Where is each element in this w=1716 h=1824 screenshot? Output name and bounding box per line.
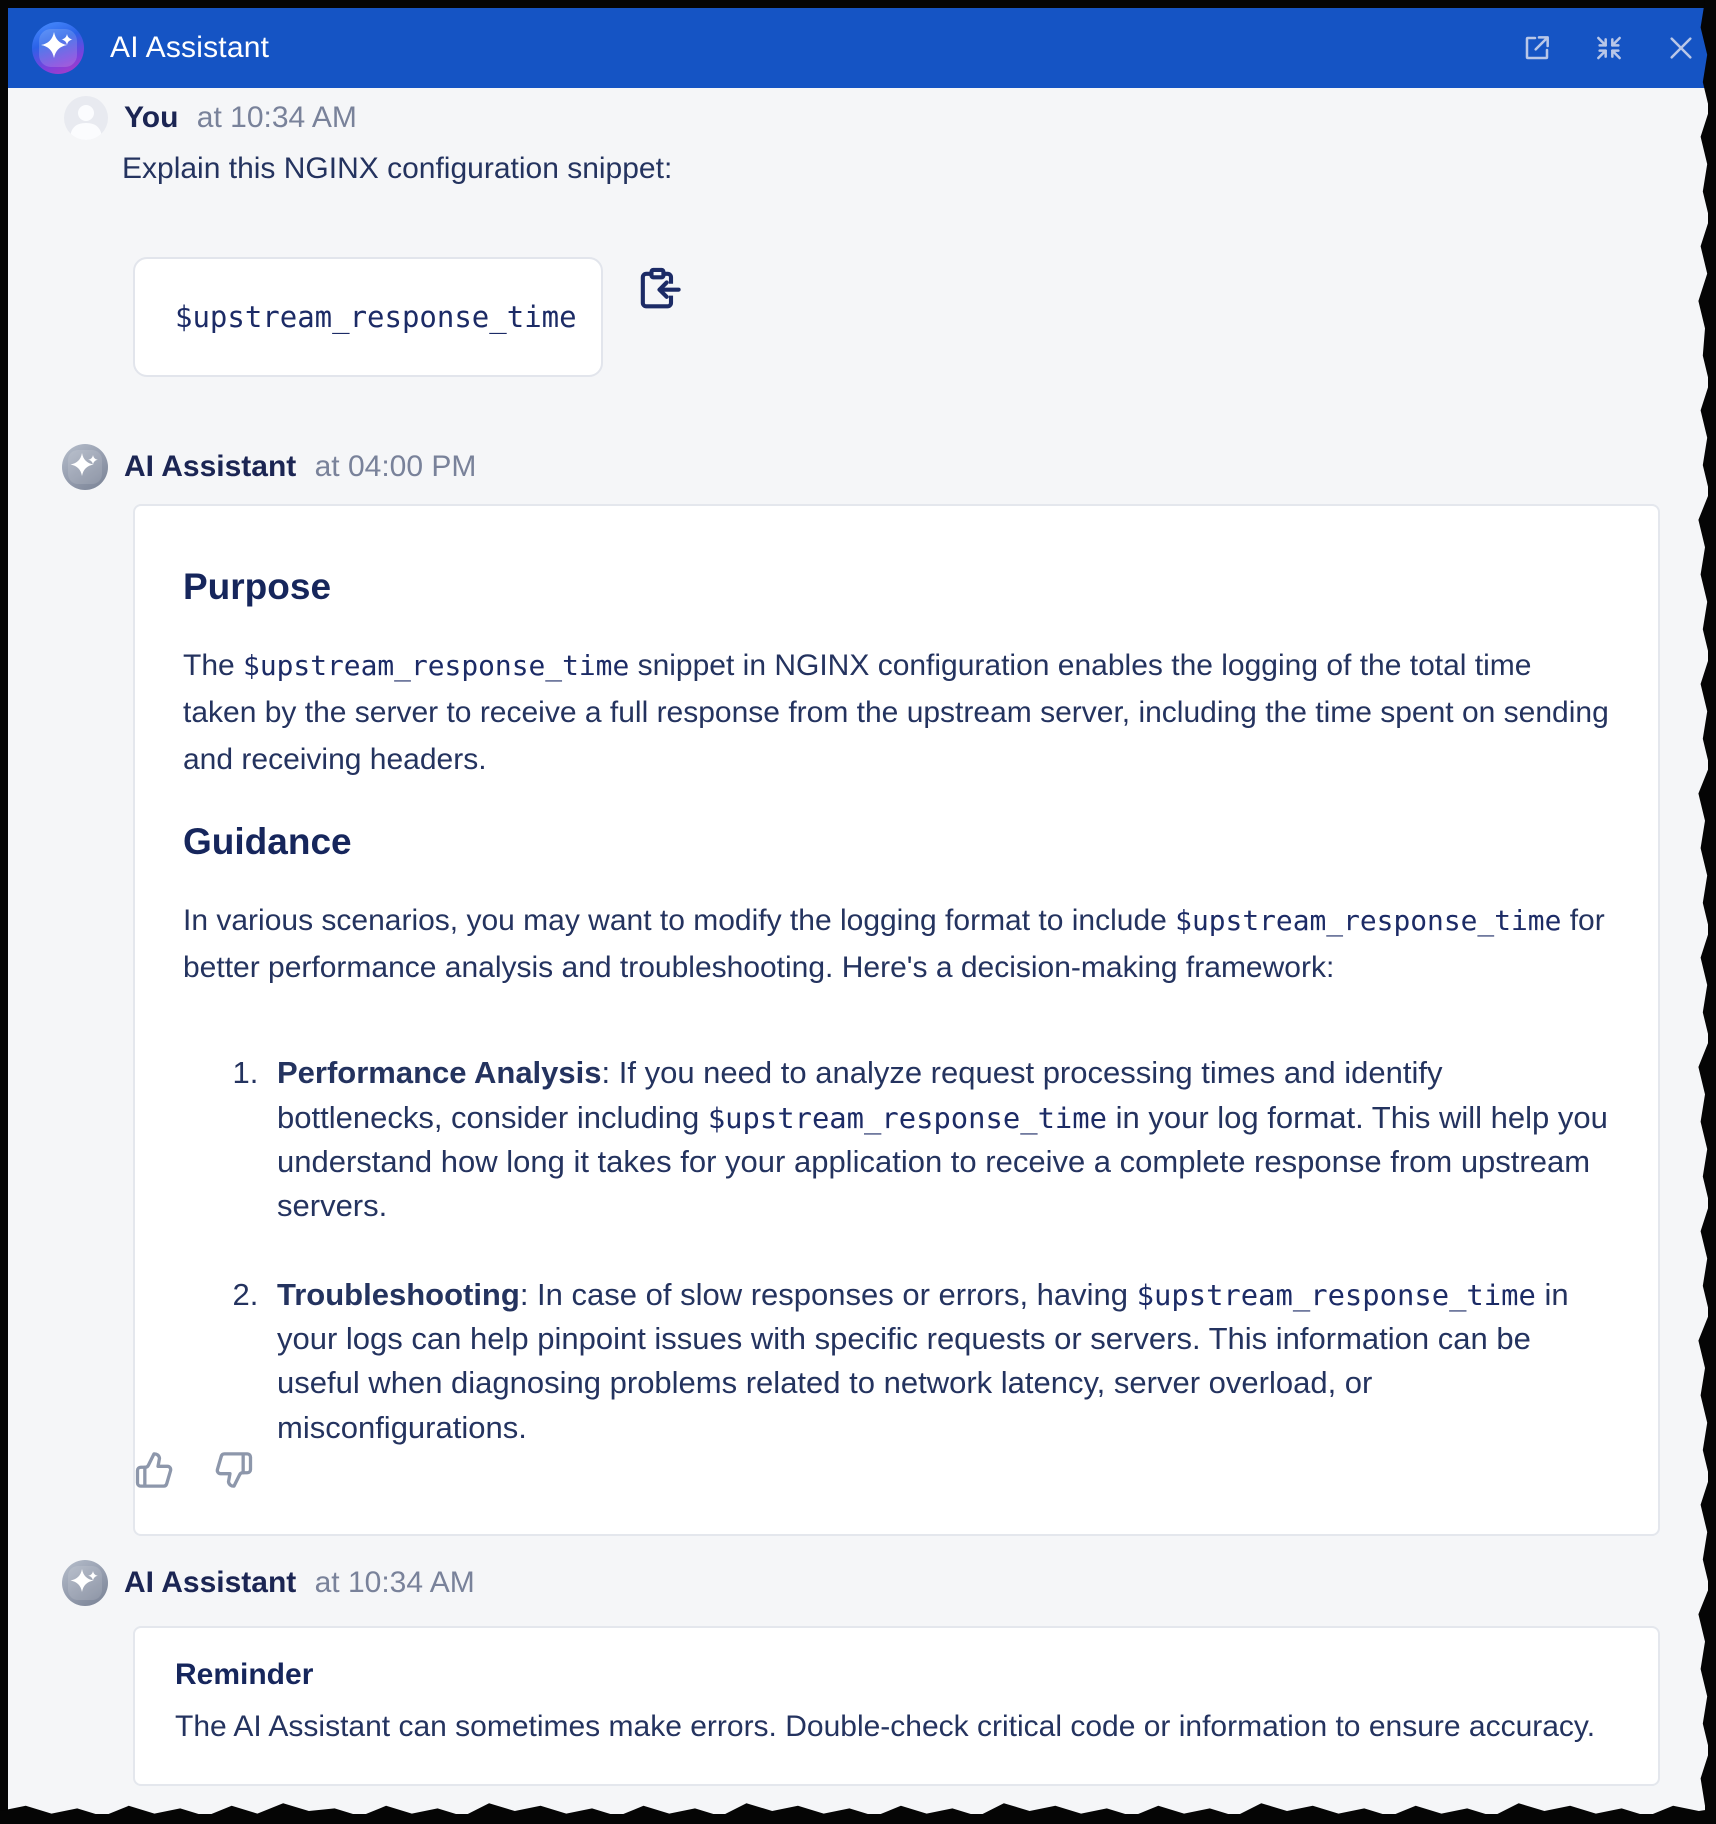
ai-assistant-avatar <box>62 444 108 490</box>
torn-edge-bottom <box>0 1798 1716 1824</box>
open-in-new-icon[interactable] <box>1518 29 1556 67</box>
guidance-paragraph: In various scenarios, you may want to modify the logging format to include $upstream_response_time for better performance analysis and troubleshooting. Here's a decision-making framework: <box>183 904 1605 985</box>
feedback-buttons <box>128 1444 260 1496</box>
torn-edge-right <box>1694 0 1716 1824</box>
list-item-troubleshooting: 2. Troubleshooting: In case of slow responses or errors, having $upstream_response_time in your logs can help pinpoint issues with specific requests or servers. This information can be useful when diagnosing problems related to network latency, server overload, or misconfigurations. <box>267 1273 1610 1450</box>
assistant-name: AI Assistant <box>124 450 297 483</box>
purpose-heading: Purpose <box>183 566 332 607</box>
header-actions <box>1518 8 1708 88</box>
user-question-text: Explain this NGINX configuration snippet: <box>122 152 673 185</box>
purpose-paragraph: The $upstream_response_time snippet in NGINX configuration enables the logging of the total time taken by the server to receive a full response from the upstream server, including the time spent on sending and receiving headers. <box>183 649 1609 777</box>
assistant-message-meta <box>124 450 476 484</box>
paste-clipboard-icon[interactable] <box>630 262 686 318</box>
thumbs-up-icon[interactable] <box>128 1444 180 1496</box>
ai-assistant-avatar <box>62 1560 108 1606</box>
guidance-heading: Guidance <box>183 821 352 863</box>
panel-header <box>8 8 1708 88</box>
assistant-message2-header <box>62 1560 475 1606</box>
assistant-timestamp: at 10:34 AM <box>314 1566 475 1599</box>
code-snippet-text: $upstream_response_time <box>175 300 577 334</box>
assistant-message2-meta <box>124 1566 475 1600</box>
assistant-message-header <box>62 444 476 490</box>
list-item-performance-analysis: 1. Performance Analysis: If you need to analyze request processing times and identify bottlenecks, consider including $upstream_response_time in your log format. This will help you understand how long it takes for your application to receive a complete response from upstream servers. <box>267 1051 1610 1228</box>
guidance-list <box>267 1051 1610 1450</box>
panel-title: AI Assistant <box>110 31 270 64</box>
user-timestamp: at 10:34 AM <box>196 101 357 134</box>
reminder-heading: Reminder <box>175 1658 314 1691</box>
assistant-timestamp: at 04:00 PM <box>314 450 477 483</box>
user-name: You <box>124 101 179 134</box>
assistant-response-card <box>133 504 1660 1536</box>
thumbs-down-icon[interactable] <box>208 1444 260 1496</box>
reminder-text: The AI Assistant can sometimes make errors. Double-check critical code or information to ensure accuracy. <box>175 1710 1596 1743</box>
user-message-header <box>64 96 357 140</box>
user-avatar <box>64 96 108 140</box>
user-message-meta <box>124 101 357 135</box>
collapse-icon[interactable] <box>1590 29 1628 67</box>
reminder-card <box>133 1626 1660 1786</box>
assistant-name: AI Assistant <box>124 1566 297 1599</box>
ai-assistant-logo-icon <box>32 22 84 74</box>
code-snippet-card <box>133 257 603 377</box>
ai-assistant-panel <box>8 8 1708 1814</box>
